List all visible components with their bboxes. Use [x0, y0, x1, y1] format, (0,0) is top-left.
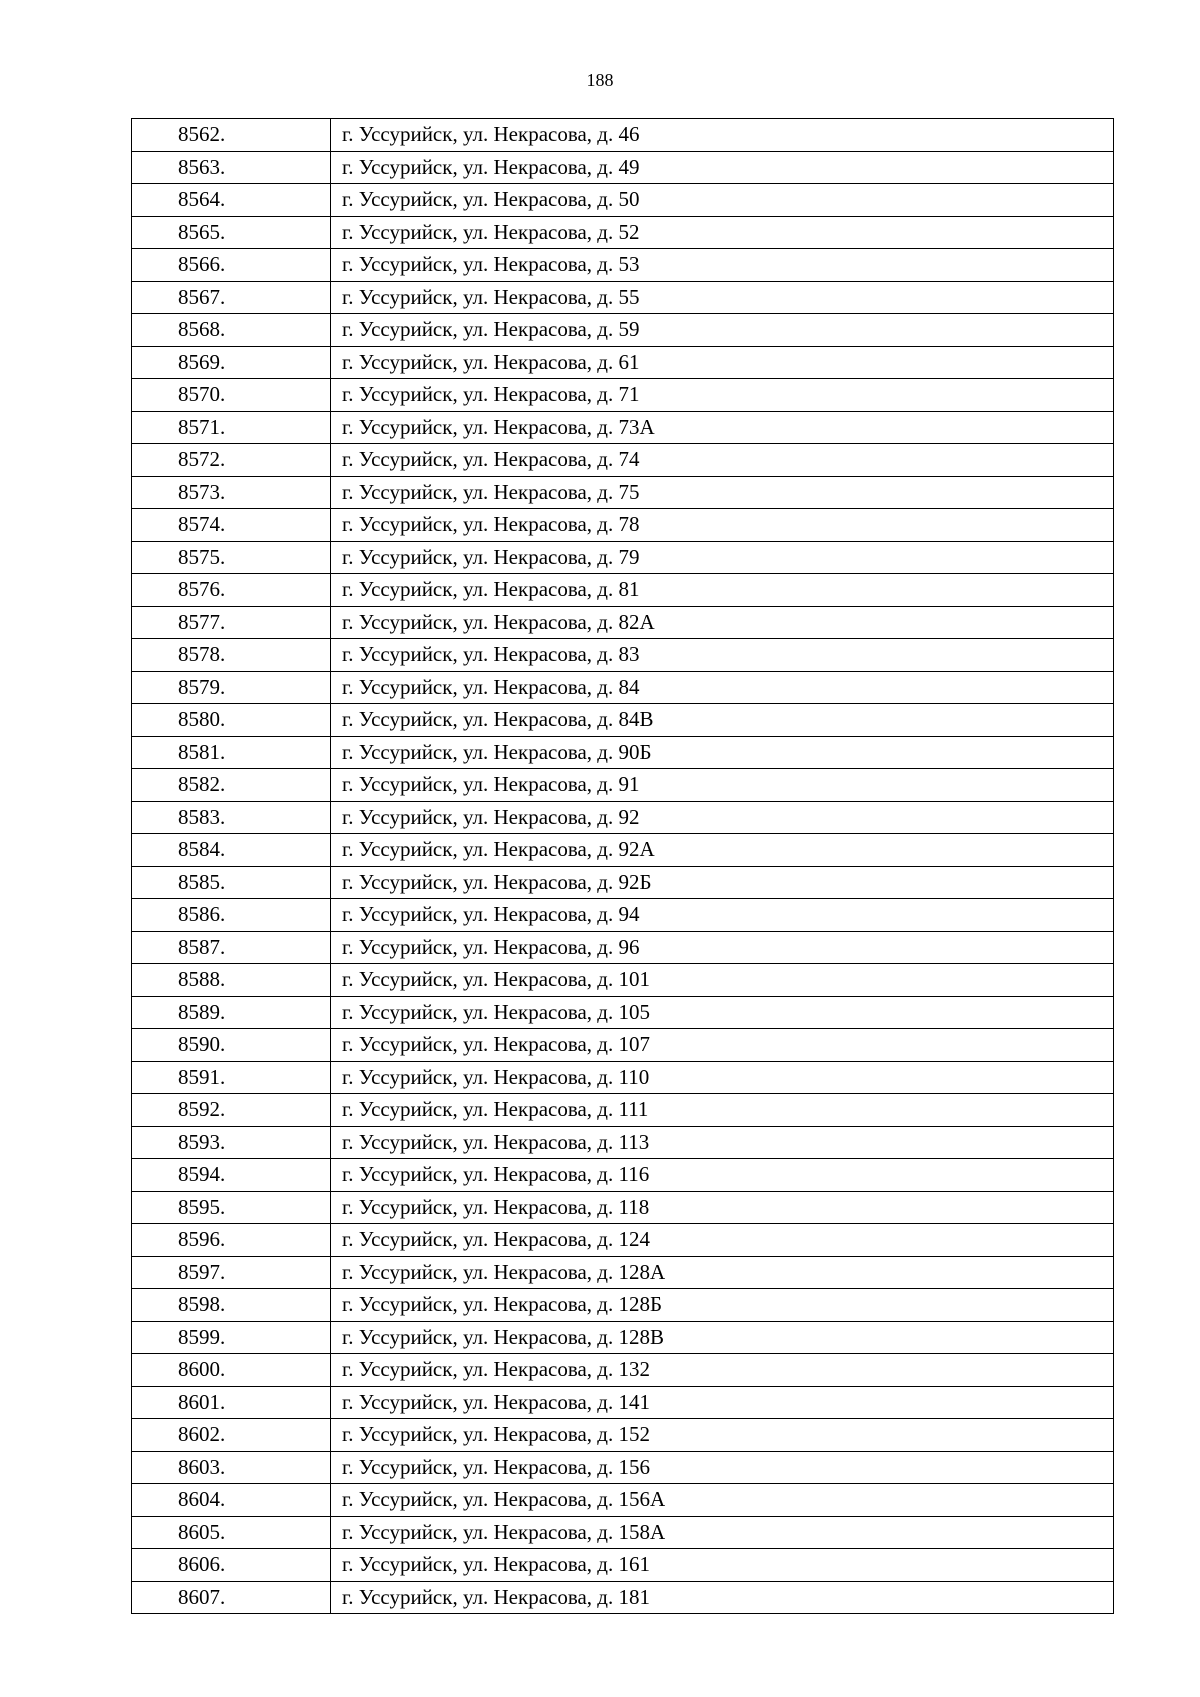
- table-row: [132, 541, 1114, 574]
- table-row: [132, 1451, 1114, 1484]
- address-cell: г. Уссурийск, ул. Некрасова, д. 46: [331, 119, 1114, 152]
- address-cell: г. Уссурийск, ул. Некрасова, д. 128А: [331, 1256, 1114, 1289]
- row-number-cell: 8579.: [132, 671, 331, 704]
- row-number-cell: 8567.: [132, 281, 331, 314]
- address-cell: г. Уссурийск, ул. Некрасова, д. 161: [331, 1549, 1114, 1582]
- row-number-cell: 8570.: [132, 379, 331, 412]
- row-number-cell: 8587.: [132, 931, 331, 964]
- address-cell: г. Уссурийск, ул. Некрасова, д. 128В: [331, 1321, 1114, 1354]
- row-number-cell: 8595.: [132, 1191, 331, 1224]
- row-number-cell: 8583.: [132, 801, 331, 834]
- table-row: [132, 314, 1114, 347]
- row-number-cell: 8581.: [132, 736, 331, 769]
- table-row: [132, 1321, 1114, 1354]
- address-cell: г. Уссурийск, ул. Некрасова, д. 158А: [331, 1516, 1114, 1549]
- row-number-cell: 8592.: [132, 1094, 331, 1127]
- table-row: [132, 509, 1114, 542]
- row-number-cell: 8572.: [132, 444, 331, 477]
- table-row: [132, 1581, 1114, 1614]
- table-row: [132, 1386, 1114, 1419]
- row-number-cell: 8593.: [132, 1126, 331, 1159]
- address-cell: г. Уссурийск, ул. Некрасова, д. 71: [331, 379, 1114, 412]
- table-row: [132, 1256, 1114, 1289]
- table-row: [132, 1061, 1114, 1094]
- table-row: [132, 574, 1114, 607]
- address-cell: г. Уссурийск, ул. Некрасова, д. 49: [331, 151, 1114, 184]
- address-cell: г. Уссурийск, ул. Некрасова, д. 113: [331, 1126, 1114, 1159]
- address-cell: г. Уссурийск, ул. Некрасова, д. 75: [331, 476, 1114, 509]
- row-number-cell: 8576.: [132, 574, 331, 607]
- row-number-cell: 8571.: [132, 411, 331, 444]
- row-number-cell: 8605.: [132, 1516, 331, 1549]
- address-table: [131, 118, 1114, 1614]
- table-row: [132, 1094, 1114, 1127]
- row-number-cell: 8580.: [132, 704, 331, 737]
- row-number-cell: 8585.: [132, 866, 331, 899]
- table-row: [132, 769, 1114, 802]
- address-cell: г. Уссурийск, ул. Некрасова, д. 152: [331, 1419, 1114, 1452]
- row-number-cell: 8589.: [132, 996, 331, 1029]
- row-number-cell: 8564.: [132, 184, 331, 217]
- address-cell: г. Уссурийск, ул. Некрасова, д. 156: [331, 1451, 1114, 1484]
- table-row: [132, 281, 1114, 314]
- row-number-cell: 8574.: [132, 509, 331, 542]
- table-row: [132, 834, 1114, 867]
- table-row: [132, 379, 1114, 412]
- table-row: [132, 704, 1114, 737]
- table-row: [132, 411, 1114, 444]
- address-cell: г. Уссурийск, ул. Некрасова, д. 92А: [331, 834, 1114, 867]
- table-row: [132, 1126, 1114, 1159]
- address-cell: г. Уссурийск, ул. Некрасова, д. 83: [331, 639, 1114, 672]
- row-number-cell: 8600.: [132, 1354, 331, 1387]
- address-cell: г. Уссурийск, ул. Некрасова, д. 128Б: [331, 1289, 1114, 1322]
- row-number-cell: 8591.: [132, 1061, 331, 1094]
- table-row: [132, 1354, 1114, 1387]
- row-number-cell: 8606.: [132, 1549, 331, 1582]
- row-number-cell: 8596.: [132, 1224, 331, 1257]
- row-number-cell: 8565.: [132, 216, 331, 249]
- address-cell: г. Уссурийск, ул. Некрасова, д. 124: [331, 1224, 1114, 1257]
- table-row: [132, 249, 1114, 282]
- row-number-cell: 8598.: [132, 1289, 331, 1322]
- table-row: [132, 216, 1114, 249]
- table-row: [132, 1289, 1114, 1322]
- table-row: [132, 184, 1114, 217]
- table-row: [132, 736, 1114, 769]
- address-cell: г. Уссурийск, ул. Некрасова, д. 96: [331, 931, 1114, 964]
- table-row: [132, 899, 1114, 932]
- address-cell: г. Уссурийск, ул. Некрасова, д. 132: [331, 1354, 1114, 1387]
- row-number-cell: 8575.: [132, 541, 331, 574]
- table-row: [132, 1191, 1114, 1224]
- address-cell: г. Уссурийск, ул. Некрасова, д. 84В: [331, 704, 1114, 737]
- row-number-cell: 8568.: [132, 314, 331, 347]
- address-cell: г. Уссурийск, ул. Некрасова, д. 53: [331, 249, 1114, 282]
- row-number-cell: 8586.: [132, 899, 331, 932]
- address-cell: г. Уссурийск, ул. Некрасова, д. 111: [331, 1094, 1114, 1127]
- row-number-cell: 8590.: [132, 1029, 331, 1062]
- table-row: [132, 866, 1114, 899]
- address-cell: г. Уссурийск, ул. Некрасова, д. 52: [331, 216, 1114, 249]
- table-row: [132, 346, 1114, 379]
- table-row: [132, 1029, 1114, 1062]
- table-row: [132, 151, 1114, 184]
- address-cell: г. Уссурийск, ул. Некрасова, д. 73А: [331, 411, 1114, 444]
- table-row: [132, 1484, 1114, 1517]
- row-number-cell: 8584.: [132, 834, 331, 867]
- address-cell: г. Уссурийск, ул. Некрасова, д. 91: [331, 769, 1114, 802]
- address-cell: г. Уссурийск, ул. Некрасова, д. 156А: [331, 1484, 1114, 1517]
- row-number-cell: 8607.: [132, 1581, 331, 1614]
- table-row: [132, 1419, 1114, 1452]
- row-number-cell: 8599.: [132, 1321, 331, 1354]
- address-cell: г. Уссурийск, ул. Некрасова, д. 90Б: [331, 736, 1114, 769]
- table-row: [132, 639, 1114, 672]
- address-cell: г. Уссурийск, ул. Некрасова, д. 118: [331, 1191, 1114, 1224]
- table-row: [132, 801, 1114, 834]
- row-number-cell: 8597.: [132, 1256, 331, 1289]
- table-row: [132, 996, 1114, 1029]
- table-row: [132, 964, 1114, 997]
- address-cell: г. Уссурийск, ул. Некрасова, д. 78: [331, 509, 1114, 542]
- address-cell: г. Уссурийск, ул. Некрасова, д. 61: [331, 346, 1114, 379]
- row-number-cell: 8578.: [132, 639, 331, 672]
- row-number-cell: 8602.: [132, 1419, 331, 1452]
- address-cell: г. Уссурийск, ул. Некрасова, д. 81: [331, 574, 1114, 607]
- row-number-cell: 8573.: [132, 476, 331, 509]
- address-cell: г. Уссурийск, ул. Некрасова, д. 79: [331, 541, 1114, 574]
- address-cell: г. Уссурийск, ул. Некрасова, д. 116: [331, 1159, 1114, 1192]
- table-row: [132, 1549, 1114, 1582]
- row-number-cell: 8562.: [132, 119, 331, 152]
- table-row: [132, 444, 1114, 477]
- table-row: [132, 119, 1114, 152]
- address-cell: г. Уссурийск, ул. Некрасова, д. 105: [331, 996, 1114, 1029]
- address-cell: г. Уссурийск, ул. Некрасова, д. 92Б: [331, 866, 1114, 899]
- row-number-cell: 8601.: [132, 1386, 331, 1419]
- table-row: [132, 931, 1114, 964]
- row-number-cell: 8582.: [132, 769, 331, 802]
- row-number-cell: 8563.: [132, 151, 331, 184]
- table-row: [132, 606, 1114, 639]
- address-cell: г. Уссурийск, ул. Некрасова, д. 82А: [331, 606, 1114, 639]
- table-row: [132, 1224, 1114, 1257]
- address-cell: г. Уссурийск, ул. Некрасова, д. 101: [331, 964, 1114, 997]
- address-cell: г. Уссурийск, ул. Некрасова, д. 110: [331, 1061, 1114, 1094]
- address-cell: г. Уссурийск, ул. Некрасова, д. 50: [331, 184, 1114, 217]
- row-number-cell: 8569.: [132, 346, 331, 379]
- address-cell: г. Уссурийск, ул. Некрасова, д. 59: [331, 314, 1114, 347]
- row-number-cell: 8577.: [132, 606, 331, 639]
- table-row: [132, 1516, 1114, 1549]
- row-number-cell: 8594.: [132, 1159, 331, 1192]
- address-cell: г. Уссурийск, ул. Некрасова, д. 55: [331, 281, 1114, 314]
- row-number-cell: 8603.: [132, 1451, 331, 1484]
- row-number-cell: 8566.: [132, 249, 331, 282]
- page-number: 188: [586, 70, 614, 90]
- address-cell: г. Уссурийск, ул. Некрасова, д. 84: [331, 671, 1114, 704]
- row-number-cell: 8604.: [132, 1484, 331, 1517]
- address-cell: г. Уссурийск, ул. Некрасова, д. 92: [331, 801, 1114, 834]
- address-cell: г. Уссурийск, ул. Некрасова, д. 94: [331, 899, 1114, 932]
- table-row: [132, 671, 1114, 704]
- address-cell: г. Уссурийск, ул. Некрасова, д. 181: [331, 1581, 1114, 1614]
- address-table-body: [132, 119, 1114, 1614]
- row-number-cell: 8588.: [132, 964, 331, 997]
- table-row: [132, 476, 1114, 509]
- address-cell: г. Уссурийск, ул. Некрасова, д. 74: [331, 444, 1114, 477]
- address-cell: г. Уссурийск, ул. Некрасова, д. 107: [331, 1029, 1114, 1062]
- table-row: [132, 1159, 1114, 1192]
- address-cell: г. Уссурийск, ул. Некрасова, д. 141: [331, 1386, 1114, 1419]
